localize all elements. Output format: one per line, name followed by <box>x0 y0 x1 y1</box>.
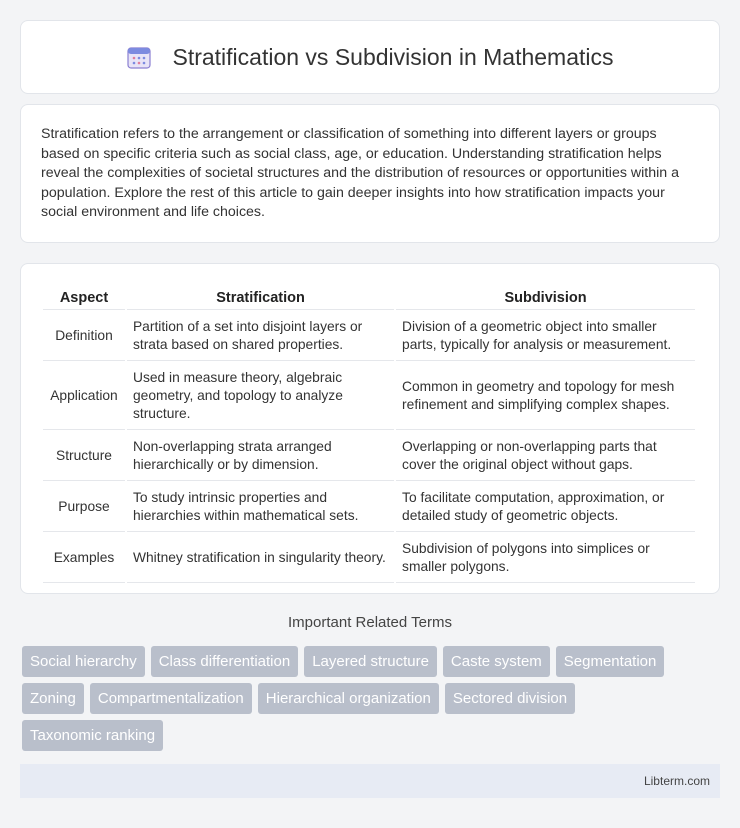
related-term-tag[interactable]: Hierarchical organization <box>258 683 439 714</box>
subdivision-cell: Division of a geometric object into smaller parts, typically for analysis or measurement. <box>396 312 695 361</box>
stratification-cell: Non-overlapping strata arranged hierarchically or by dimension. <box>127 432 394 481</box>
related-term-tag[interactable]: Zoning <box>22 683 84 714</box>
title-card <box>20 20 720 94</box>
related-term-tag[interactable]: Taxonomic ranking <box>22 720 163 751</box>
header-stratification: Stratification <box>127 286 394 310</box>
related-term-tag[interactable]: Social hierarchy <box>22 646 145 677</box>
calendar-icon <box>126 44 152 70</box>
related-terms-list <box>22 646 722 757</box>
table-row <box>43 363 695 430</box>
stratification-cell: To study intrinsic properties and hierarchies within mathematical sets. <box>127 483 394 532</box>
page-title: Stratification vs Subdivision in Mathematics <box>172 43 614 70</box>
comparison-table-card <box>20 263 720 594</box>
header-aspect: Aspect <box>43 286 125 310</box>
table-row <box>43 534 695 583</box>
subdivision-cell: Common in geometry and topology for mesh refinement and simplifying complex shapes. <box>396 363 695 430</box>
aspect-cell: Application <box>43 363 125 430</box>
aspect-cell: Examples <box>43 534 125 583</box>
header-subdivision: Subdivision <box>396 286 695 310</box>
aspect-cell: Definition <box>43 312 125 361</box>
table-row <box>43 312 695 361</box>
subdivision-cell: To facilitate computation, approximation, or detailed study of geometric objects. <box>396 483 695 532</box>
aspect-cell: Purpose <box>43 483 125 532</box>
footer-site-link[interactable]: Libterm.com <box>643 774 710 788</box>
related-term-tag[interactable]: Segmentation <box>556 646 665 677</box>
footer <box>20 764 720 798</box>
table-row <box>43 432 695 481</box>
subdivision-cell: Subdivision of polygons into simplices or smaller polygons. <box>396 534 695 583</box>
intro-card <box>20 104 720 243</box>
stratification-cell: Whitney stratification in singularity theory. <box>127 534 394 583</box>
related-term-tag[interactable]: Caste system <box>443 646 550 677</box>
related-term-tag[interactable]: Layered structure <box>304 646 437 677</box>
related-term-tag[interactable]: Class differentiation <box>151 646 298 677</box>
stratification-cell: Used in measure theory, algebraic geometry, and topology to analyze structure. <box>127 363 394 430</box>
aspect-cell: Structure <box>43 432 125 481</box>
related-term-tag[interactable]: Sectored division <box>445 683 575 714</box>
comparison-table <box>41 284 697 585</box>
intro-text: Stratification refers to the arrangement or classification of something into different layers or groups based on specific criteria such as social class, age, or education. Understanding stratification helps reveal the complexities of societal structures and the distribution of resources or opportunities within a population. Explore the rest of this article to gain deeper insights into how stratification impacts your social environment and life choices. <box>41 126 679 221</box>
related-terms-title: Important Related Terms <box>288 614 452 631</box>
table-row <box>43 483 695 532</box>
subdivision-cell: Overlapping or non-overlapping parts that cover the original object without gaps. <box>396 432 695 481</box>
stratification-cell: Partition of a set into disjoint layers or strata based on shared properties. <box>127 312 394 361</box>
table-header-row <box>43 286 695 310</box>
related-term-tag[interactable]: Compartmentalization <box>90 683 252 714</box>
